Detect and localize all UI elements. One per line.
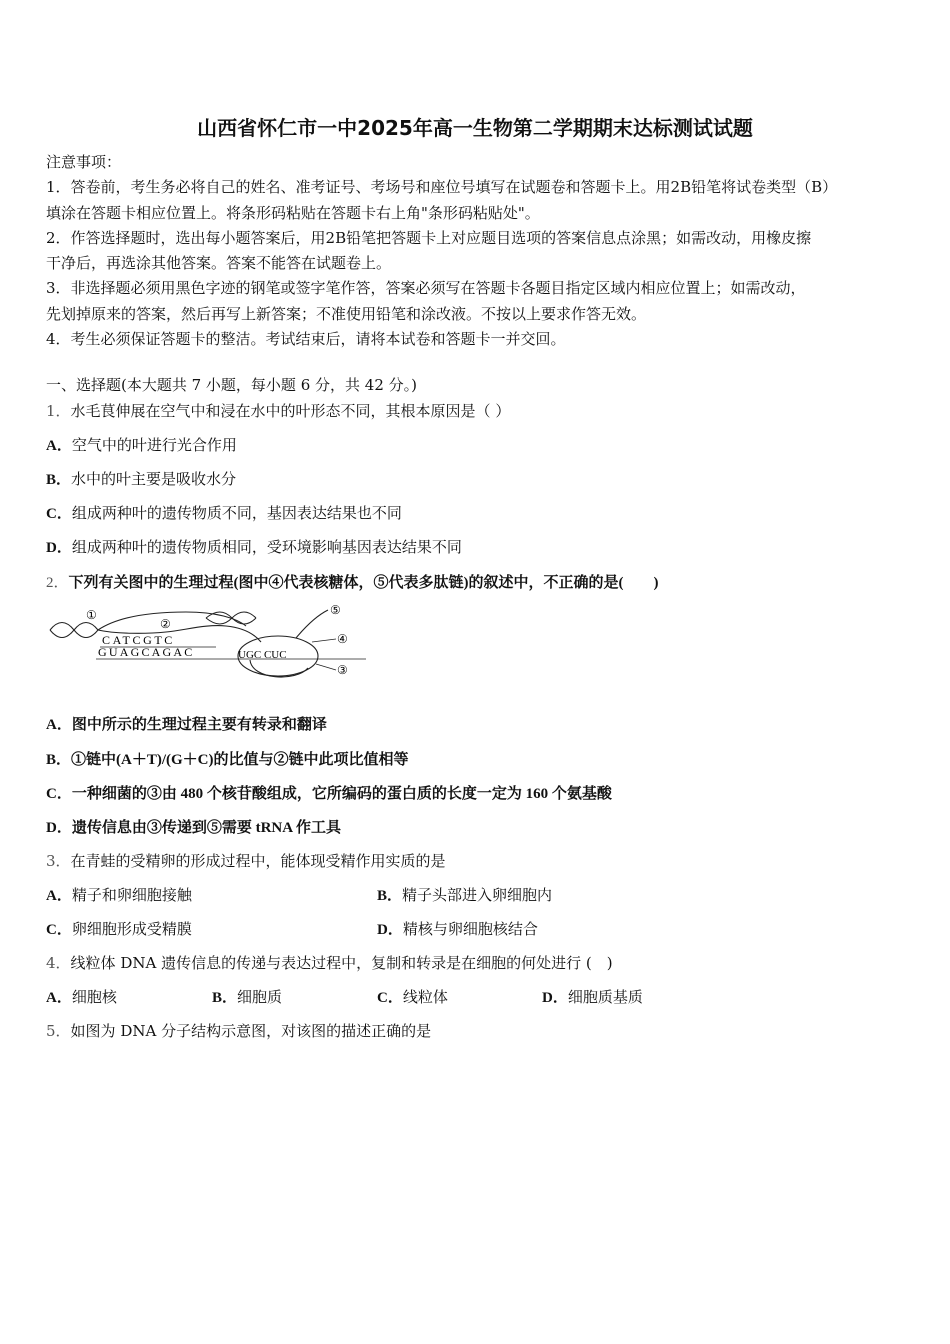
option-text: 线粒体 <box>402 988 448 1006</box>
question-4-option-d <box>542 986 643 1007</box>
label-1: ① <box>86 608 97 622</box>
notice-line: 2．作答选择题时，选出每小题答案后，用2B铅笔把答题卡上对应题目选项的答案信息点涂黑；如需改动，用橡皮擦 <box>46 228 812 247</box>
question-text: 下列有关图中的生理过程(图中④代表核糖体，⑤代表多肽链)的叙述中，不正确的是( ) <box>68 575 659 591</box>
question-5-stem <box>46 1020 431 1041</box>
notice-heading: 注意事项： <box>46 153 122 171</box>
option-letter: C． <box>46 506 72 522</box>
notice-line: 3．非选择题必须用黑色字迹的钢笔或签字笔作答，答案必须写在答题卡各题目指定区域内相应位置上；如需改动， <box>46 279 806 298</box>
option-text: 一种细菌的③由 480 个核苷酸组成，它所编码的蛋白质的长度一定为 160 个氨基酸 <box>71 786 612 802</box>
question-text: 如图为 DNA 分子结构示意图，对该图的描述正确的是 <box>70 1022 432 1040</box>
option-letter: B． <box>377 888 403 904</box>
codon-text: UGC CUC <box>238 649 287 661</box>
option-letter: D． <box>46 540 72 556</box>
option-text: 精子头部进入卵细胞内 <box>402 886 553 904</box>
question-1-option-d <box>46 536 462 557</box>
notice-block <box>46 150 906 352</box>
question-1-stem <box>46 400 510 421</box>
question-4-option-c <box>377 986 448 1007</box>
option-text: 水中的叶主要是吸收水分 <box>71 470 237 488</box>
question-text: 线粒体 DNA 遗传信息的传递与表达过程中，复制和转录是在细胞的何处进行 ( ) <box>70 954 613 972</box>
transcription-translation-diagram <box>46 598 366 690</box>
option-text: 细胞质 <box>237 988 283 1006</box>
question-2-option-a <box>46 713 327 734</box>
label-4: ④ <box>337 632 348 646</box>
option-letter: D． <box>542 990 568 1006</box>
option-text: 精核与卵细胞核结合 <box>402 920 538 938</box>
question-number: 3． <box>46 852 71 870</box>
notice-line: 填涂在答题卡相应位置上。将条形码粘贴在答题卡右上角"条形码粘贴处"。 <box>46 203 540 222</box>
option-text: 组成两种叶的遗传物质相同，受环境影响基因表达结果不同 <box>71 538 462 556</box>
notice-line: 1．答卷前，考生务必将自己的姓名、准考证号、考场号和座位号填写在试题卷和答题卡上。用2B铅笔将试卷类型（B） <box>46 178 838 197</box>
option-letter: B． <box>46 472 72 488</box>
option-letter: B． <box>46 752 72 768</box>
question-2-option-b <box>46 748 409 769</box>
option-letter: C． <box>46 922 72 938</box>
option-text: 遗传信息由③传递到⑤需要 tRNA 作工具 <box>71 820 342 836</box>
option-letter: A． <box>46 990 72 1006</box>
question-1-option-c <box>46 502 402 523</box>
dna-template-strand: CATCGTC <box>102 633 175 647</box>
question-4-stem <box>46 952 613 973</box>
question-3-option-a <box>46 884 192 905</box>
question-3-option-b <box>377 884 552 905</box>
option-letter: D． <box>377 922 403 938</box>
option-text: ①链中(A＋T)/(G＋C)的比值与②链中此项比值相等 <box>71 752 409 768</box>
question-text: 水毛茛伸展在空气中和浸在水中的叶形态不同，其根本原因是（ ） <box>70 402 511 420</box>
question-number: 4． <box>46 954 71 972</box>
option-letter: A． <box>46 438 72 454</box>
option-text: 细胞核 <box>71 988 117 1006</box>
option-letter: A． <box>46 888 72 904</box>
notice-line: 先划掉原来的答案，然后再写上新答案；不准使用铅笔和涂改液。不按以上要求作答无效。 <box>46 304 647 323</box>
question-number: 2． <box>46 575 69 591</box>
option-text: 组成两种叶的遗传物质不同，基因表达结果也不同 <box>71 504 402 522</box>
option-text: 精子和卵细胞接触 <box>71 886 192 904</box>
mrna-strand: GUAGCAGAC <box>98 645 195 659</box>
option-letter: B． <box>212 990 238 1006</box>
question-text: 在青蛙的受精卵的形成过程中，能体现受精作用实质的是 <box>70 852 446 870</box>
page-title: 山西省怀仁市一中2025年高一生物第二学期期末达标测试试题 <box>197 116 753 140</box>
label-5: ⑤ <box>330 603 341 617</box>
option-letter: C． <box>377 990 403 1006</box>
question-3-stem <box>46 850 446 871</box>
question-3-option-d <box>377 918 538 939</box>
question-1-option-a <box>46 434 237 455</box>
question-4-option-b <box>212 986 282 1007</box>
question-2-option-c <box>46 782 612 803</box>
question-2-stem <box>46 571 659 592</box>
notice-line: 4．考生必须保证答题卡的整洁。考试结束后，请将本试卷和答题卡一并交回。 <box>46 330 566 349</box>
question-4-option-a <box>46 986 117 1007</box>
label-2: ② <box>160 617 171 631</box>
question-3-option-c <box>46 918 192 939</box>
option-letter: C． <box>46 786 72 802</box>
option-letter: A． <box>46 717 72 733</box>
option-text: 卵细胞形成受精膜 <box>71 920 192 938</box>
section-heading: 一、选择题(本大题共 7 小题，每小题 6 分，共 42 分。) <box>46 376 417 394</box>
notice-line: 干净后，再选涂其他答案。答案不能答在试题卷上。 <box>46 254 392 273</box>
label-3: ③ <box>337 663 348 677</box>
question-2-option-d <box>46 816 341 837</box>
option-text: 图中所示的生理过程主要有转录和翻译 <box>71 717 327 733</box>
option-text: 细胞质基质 <box>567 988 643 1006</box>
option-letter: D． <box>46 820 72 836</box>
question-1-option-b <box>46 468 236 489</box>
question-number: 1． <box>46 402 71 420</box>
option-text: 空气中的叶进行光合作用 <box>71 436 237 454</box>
question-number: 5． <box>46 1022 71 1040</box>
